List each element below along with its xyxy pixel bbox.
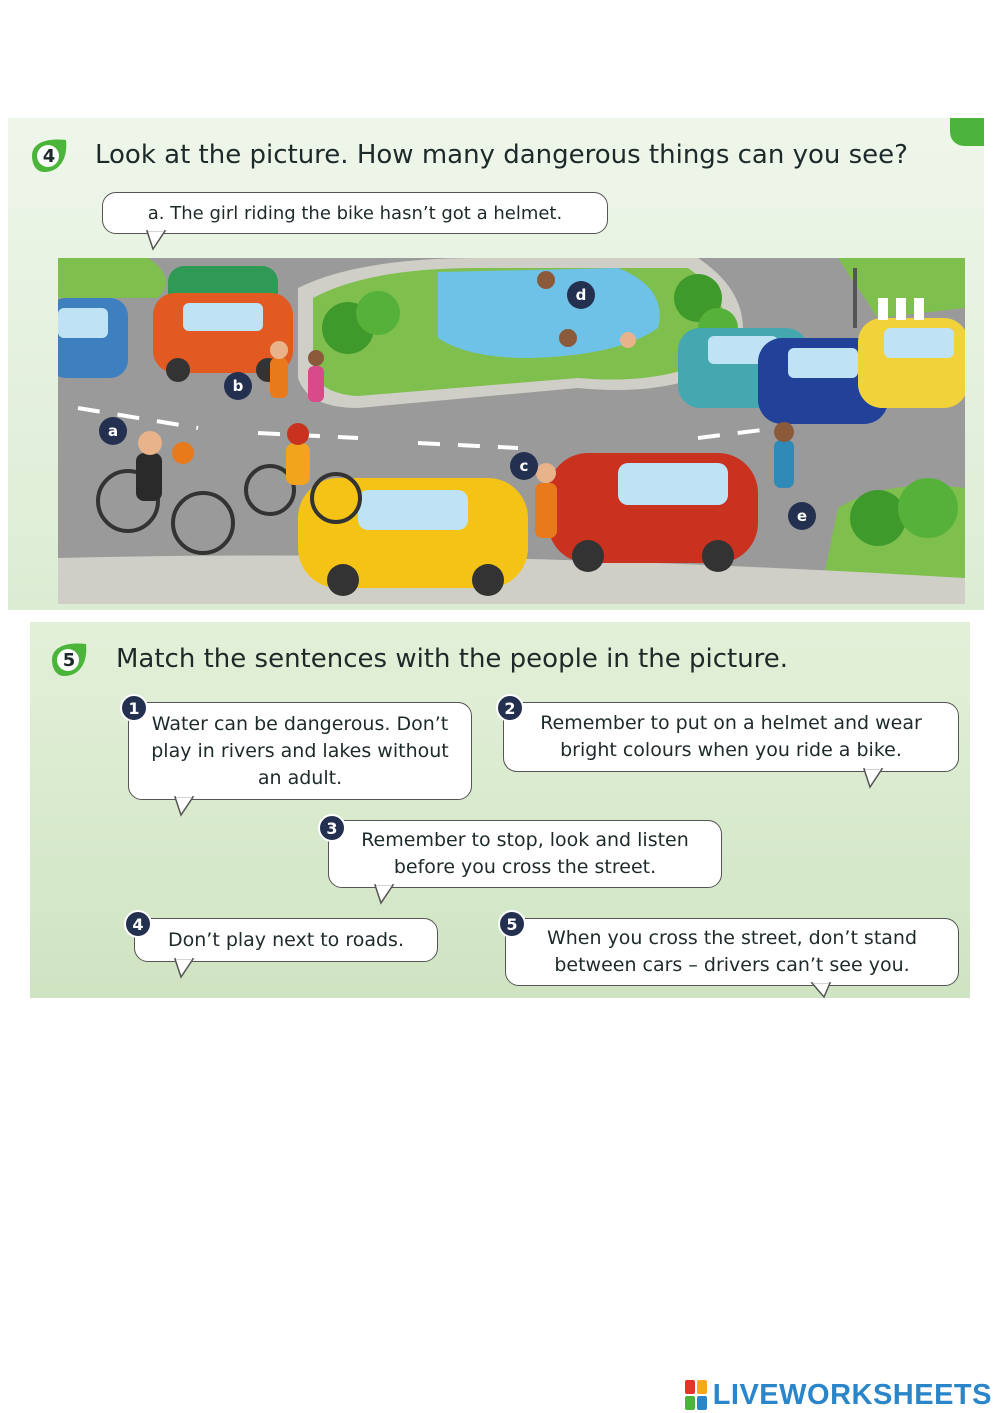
street-scene-illustration [58, 258, 965, 604]
label-b-text: b [232, 377, 244, 395]
bubble-tail-icon [812, 983, 838, 1005]
logo-square-red [685, 1380, 695, 1394]
sentence-4-text: Don’t play next to roads. [168, 928, 404, 951]
logo-mark-icon [685, 1380, 707, 1410]
car-red-bottom [548, 453, 758, 572]
sentence-bubble-4 [134, 918, 438, 962]
sentence-number-5: 5 [498, 910, 526, 938]
label-c [510, 452, 538, 480]
sentence-bubble-2 [503, 702, 959, 772]
sentence-number-4: 4 [124, 910, 152, 938]
label-d-text: d [575, 286, 587, 304]
exercise-5-badge [46, 640, 92, 680]
label-a [99, 417, 127, 445]
bubble-tail-icon [375, 885, 401, 907]
sentence-number-1: 1 [120, 694, 148, 722]
sentence-2-text: Remember to put on a helmet and wear bright colours when you ride a bike. [540, 712, 922, 761]
bubble-tail-icon [175, 959, 201, 981]
bubble-tail-icon [147, 231, 173, 253]
car-yellow-right [858, 318, 965, 408]
label-b [224, 372, 252, 400]
bubble-tail-icon [864, 769, 890, 791]
logo-text: LIVEWORKSHEETS [712, 1378, 992, 1411]
sentence-number-3: 3 [318, 814, 346, 842]
example-text: a. The girl riding the bike hasn’t got a helmet. [147, 202, 563, 224]
exercise-4-badge [26, 136, 72, 176]
label-e [788, 502, 816, 530]
sentence-number-2: 2 [496, 694, 524, 722]
exercise-5-number: 5 [62, 649, 76, 671]
label-c-text: c [519, 457, 529, 475]
example-bubble [102, 192, 608, 234]
exercise-4-number: 4 [42, 145, 56, 167]
logo-square-orange [697, 1380, 707, 1394]
label-d [567, 281, 595, 309]
sentence-bubble-1 [128, 702, 472, 800]
sentence-3-text: Remember to stop, look and listen before you cross the street. [361, 829, 689, 878]
ball [172, 442, 194, 464]
logo-square-blue [697, 1396, 707, 1410]
sentence-1-text: Water can be dangerous. Don’t play in rivers and lakes without an adult. [151, 712, 449, 789]
exercise-4-title: Look at the picture. How many dangerous things can you see? [95, 140, 908, 170]
label-a-text: a [107, 422, 119, 440]
sentence-bubble-5 [505, 918, 959, 986]
car-blue-top-left [58, 298, 128, 378]
liveworksheets-logo [685, 1378, 992, 1412]
car-yellow-bottom [298, 478, 528, 596]
exercise-5-title: Match the sentences with the people in the picture. [116, 644, 789, 674]
logo-square-green [685, 1396, 695, 1410]
running-girl-e [774, 422, 794, 488]
label-e-text: e [796, 507, 808, 525]
bubble-tail-icon [175, 797, 201, 819]
boy-between-cars-c [535, 463, 557, 538]
corner-tab [950, 118, 984, 146]
sentence-bubble-3 [328, 820, 722, 888]
sentence-5-text: When you cross the street, don’t stand between cars – drivers can’t see you. [546, 927, 918, 976]
